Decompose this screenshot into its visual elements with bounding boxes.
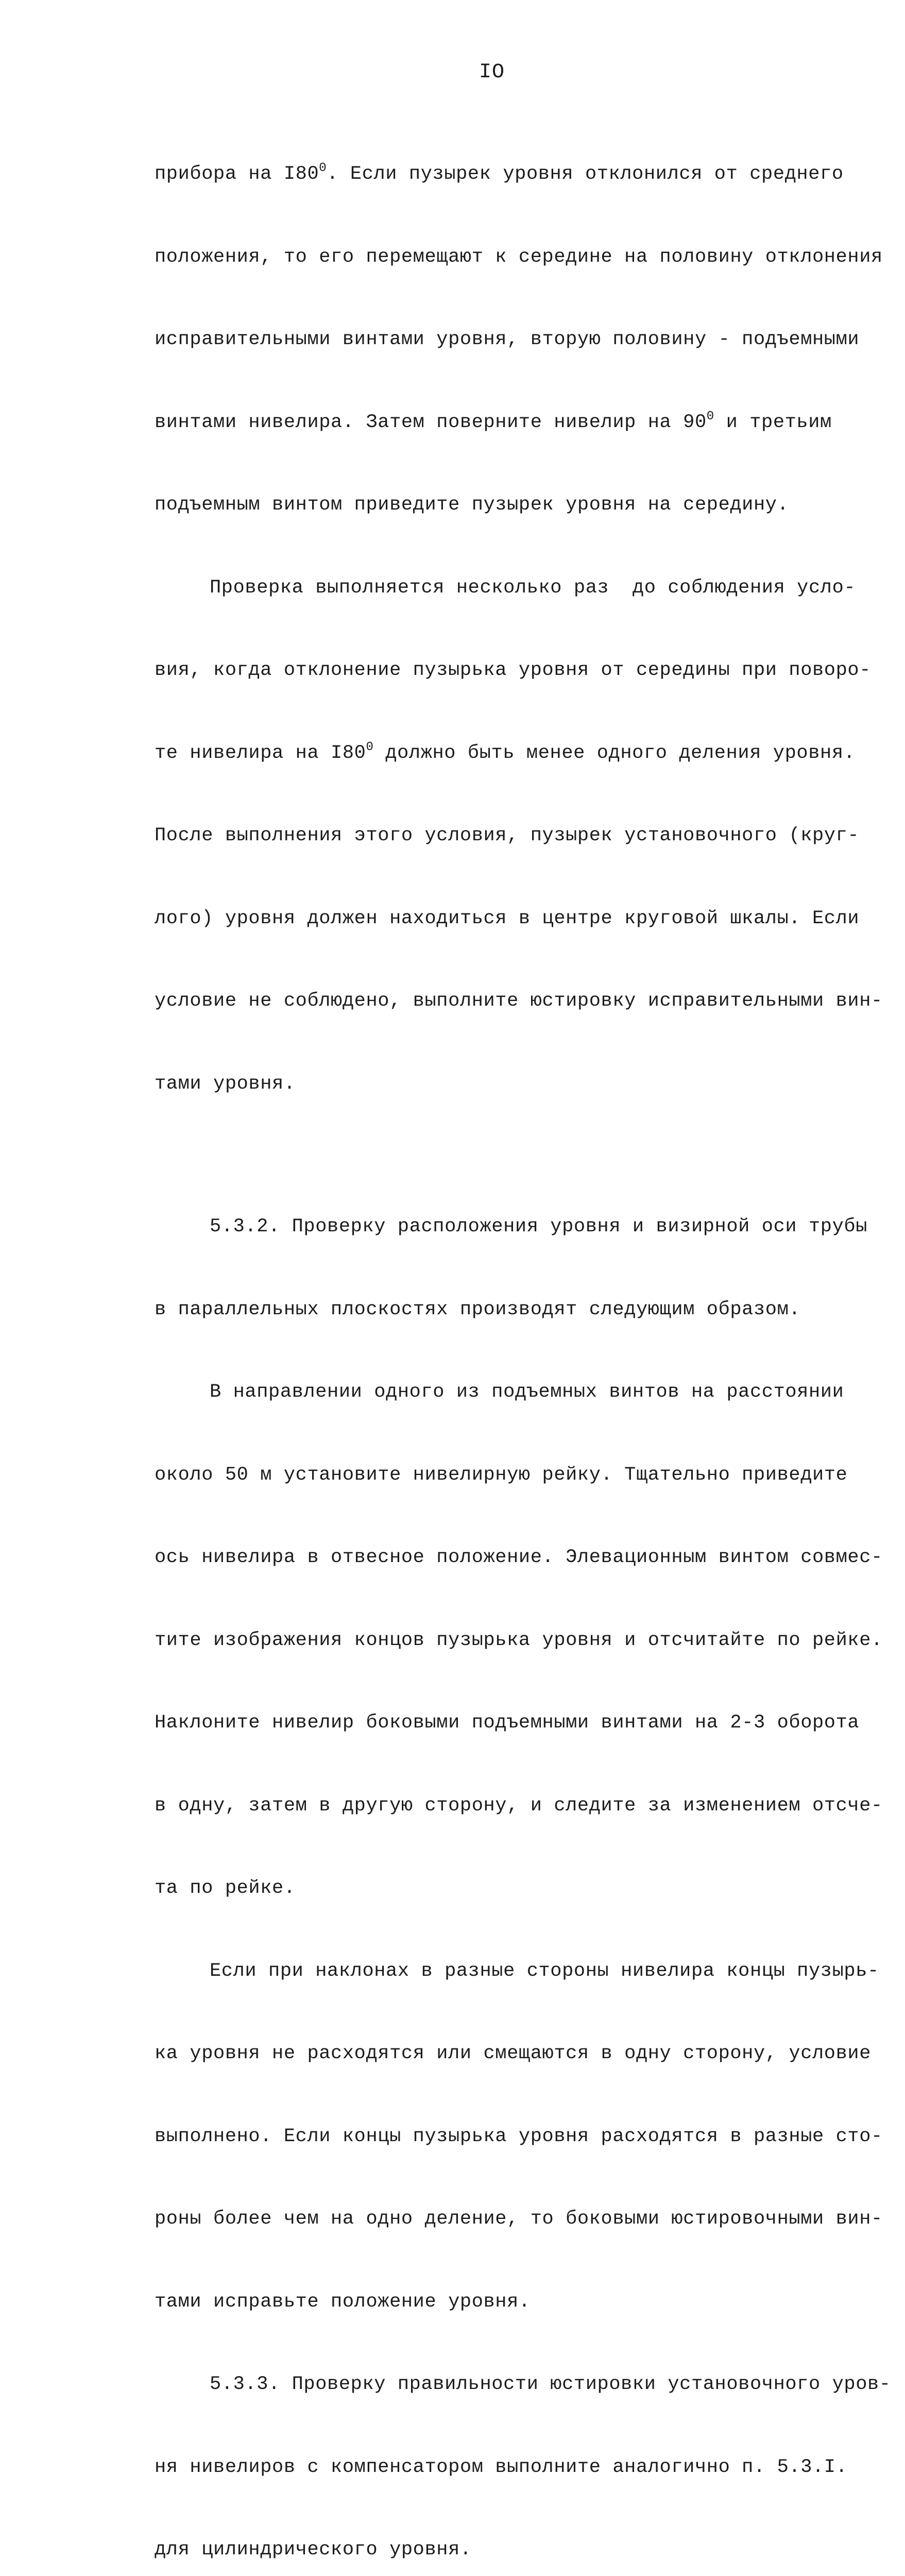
text-line: ось нивелира в отвесное положение. Элевационным винтом совмес- [155,1547,883,1568]
text-line: в одну, затем в другую сторону, и следите за изменением отсче- [155,1794,883,1817]
text-line: роны более чем на одно деление, то боковыми юстировочными вин- [155,2208,883,2230]
text-line: лого) уровня должен находиться в центре круговой шкалы. Если [155,907,860,929]
line-text: прибора на I80 [155,163,319,185]
line-text: . Если пузырек уровня отклонился от среднего [327,163,844,185]
text-line: Наклоните нивелир боковыми подъемными винтами на 2-3 оборота [155,1712,860,1734]
text-line: ня нивелиров с компенсатором выполните аналогично п. 5.3.I. [155,2456,848,2478]
text-line: для цилиндрического уровня. [155,2539,472,2561]
text-line: ка уровня не расходятся или смещаются в одну сторону, условие [155,2043,872,2064]
text-line: выполнено. Если концы пузырька уровня расходятся в разные сто- [155,2125,883,2147]
text-line [155,409,860,437]
line-text: и третьим [714,411,832,433]
page-number: IO [479,61,505,84]
line-text: те нивелира на I80 [155,742,366,764]
text-line: условие не соблюдено, выполните юстировку исправительными вин- [155,990,883,1012]
section-5-3-2-heading: 5.3.2. Проверку расположения уровня и визирной оси трубы [210,1216,868,1238]
text-line [155,740,860,768]
degree-superscript: 0 [366,740,374,754]
paragraph-first-line: Если при наклонах в разные стороны нивелира концы пузырь- [210,1960,879,1982]
text-line: около 50 м установите нивелирную рейку. Тщательно приведите [155,1464,848,1486]
line-text: винтами нивелира. Затем поверните нивелир на 90 [155,411,707,433]
paragraph-first-line: В направлении одного из подъемных винтов на расстоянии [210,1381,844,1403]
section-5-3-3-heading: 5.3.3. Проверку правильности юстировки установочного уров- [210,2374,891,2395]
paragraph-first-line: Проверка выполняется несколько раз до соблюдения усло- [210,577,856,599]
body-text [155,106,891,2576]
text-line: в параллельных плоскостях производят следующим образом. [155,1298,801,1320]
text-line: тите изображения концов пузырька уровня и отсчитайте по рейке. [155,1629,883,1651]
text-line: тами уровня. [155,1073,296,1095]
text-line: тами исправьте положение уровня. [155,2291,531,2313]
text-line: та по рейке. [155,1877,296,1899]
degree-superscript: 0 [706,409,714,423]
text-line: исправительными винтами уровня, вторую половину - подъемными [155,329,860,350]
text-line: положения, то его перемещают к середине на половину отклонения [155,246,883,268]
text-line: вия, когда отклонение пузырька уровня от середины при поворо- [155,659,872,681]
line-text: должно быть менее одного деления уровня. [373,742,856,764]
text-line: После выполнения этого условия, пузырек установочного (круг- [155,825,860,846]
text-line: подъемным винтом приведите пузырек уровня на середину. [155,494,789,516]
degree-superscript: 0 [319,161,327,175]
text-line [155,161,860,189]
